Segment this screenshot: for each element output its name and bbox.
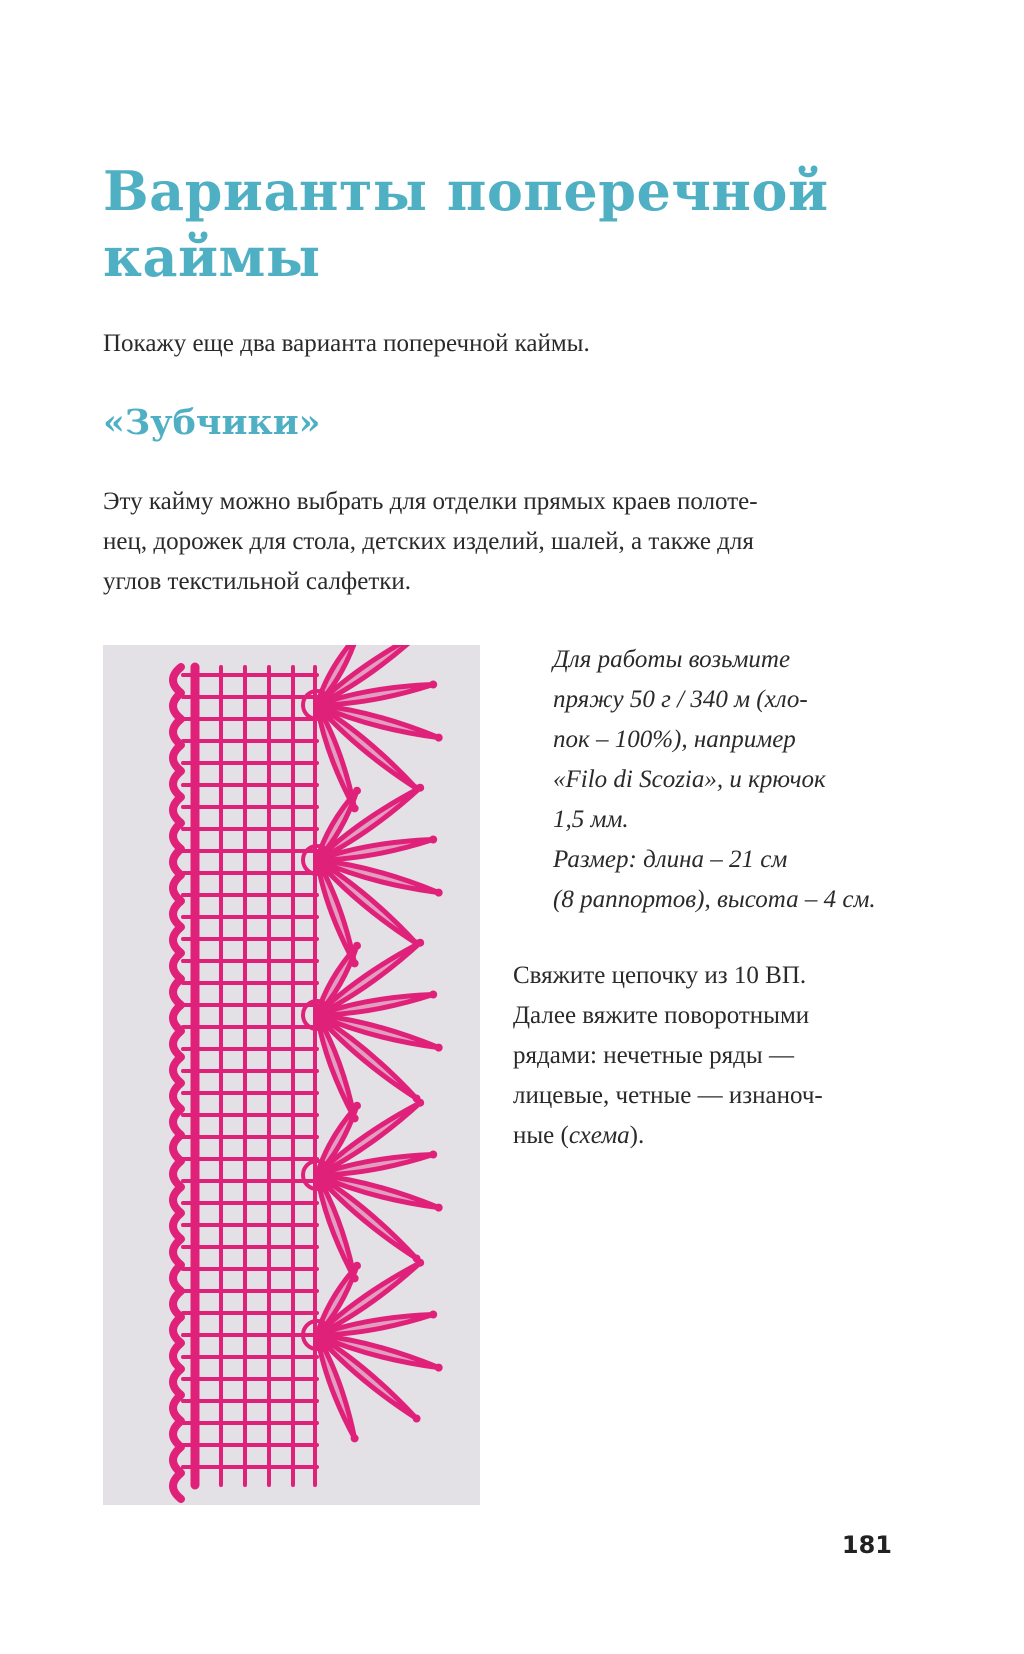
materials-line-6: Размер: длина – 21 см [553, 846, 788, 873]
materials-line-5: 1,5 мм. [553, 806, 629, 833]
materials-line-2: пряжу 50 г / 340 м (хло- [553, 686, 808, 713]
intro-paragraph: Покажу еще два варианта поперечной каймы. [103, 330, 590, 357]
instructions-paragraph [513, 956, 913, 1156]
section-paragraph-line-1: Эту кайму можно выбрать для отделки прямых краев полоте- [103, 488, 758, 515]
lace-edging-image [103, 645, 480, 1505]
section-paragraph-line-2: нец, дорожек для стола, детских изделий, шалей, а также для [103, 528, 754, 555]
page-title-line-2: каймы [103, 225, 321, 289]
section-paragraph-line-3: углов текстильной салфетки. [103, 568, 412, 595]
instructions-line-5-end: ). [629, 1122, 645, 1149]
scheme-reference: схема [568, 1122, 630, 1149]
lace-edging-photo [103, 645, 480, 1505]
materials-line-1: Для работы возьмите [553, 646, 791, 673]
materials-note [553, 640, 913, 920]
section-paragraph [103, 482, 893, 602]
materials-line-3: пок – 100%), например [553, 726, 796, 753]
materials-line-7: (8 раппортов), высота – 4 см. [553, 886, 876, 913]
section-title: «Зубчики» [103, 402, 321, 443]
instructions-line-5-start: ные ( [513, 1122, 569, 1149]
instructions-line-3: рядами: нечетные ряды — [513, 1042, 794, 1069]
page-number: 181 [841, 1531, 892, 1559]
instructions-line-5 [513, 1116, 913, 1156]
materials-line-4: «Filo di Scozia», и крючок [553, 766, 826, 793]
instructions-line-4: лицевые, четные — изнаноч- [513, 1082, 823, 1109]
instructions-line-1: Свяжите цепочку из 10 ВП. [513, 962, 807, 989]
page-title-line-1: Варианты поперечной [103, 159, 829, 223]
page-title [103, 158, 923, 290]
instructions-line-2: Далее вяжите поворотными [513, 1002, 810, 1029]
